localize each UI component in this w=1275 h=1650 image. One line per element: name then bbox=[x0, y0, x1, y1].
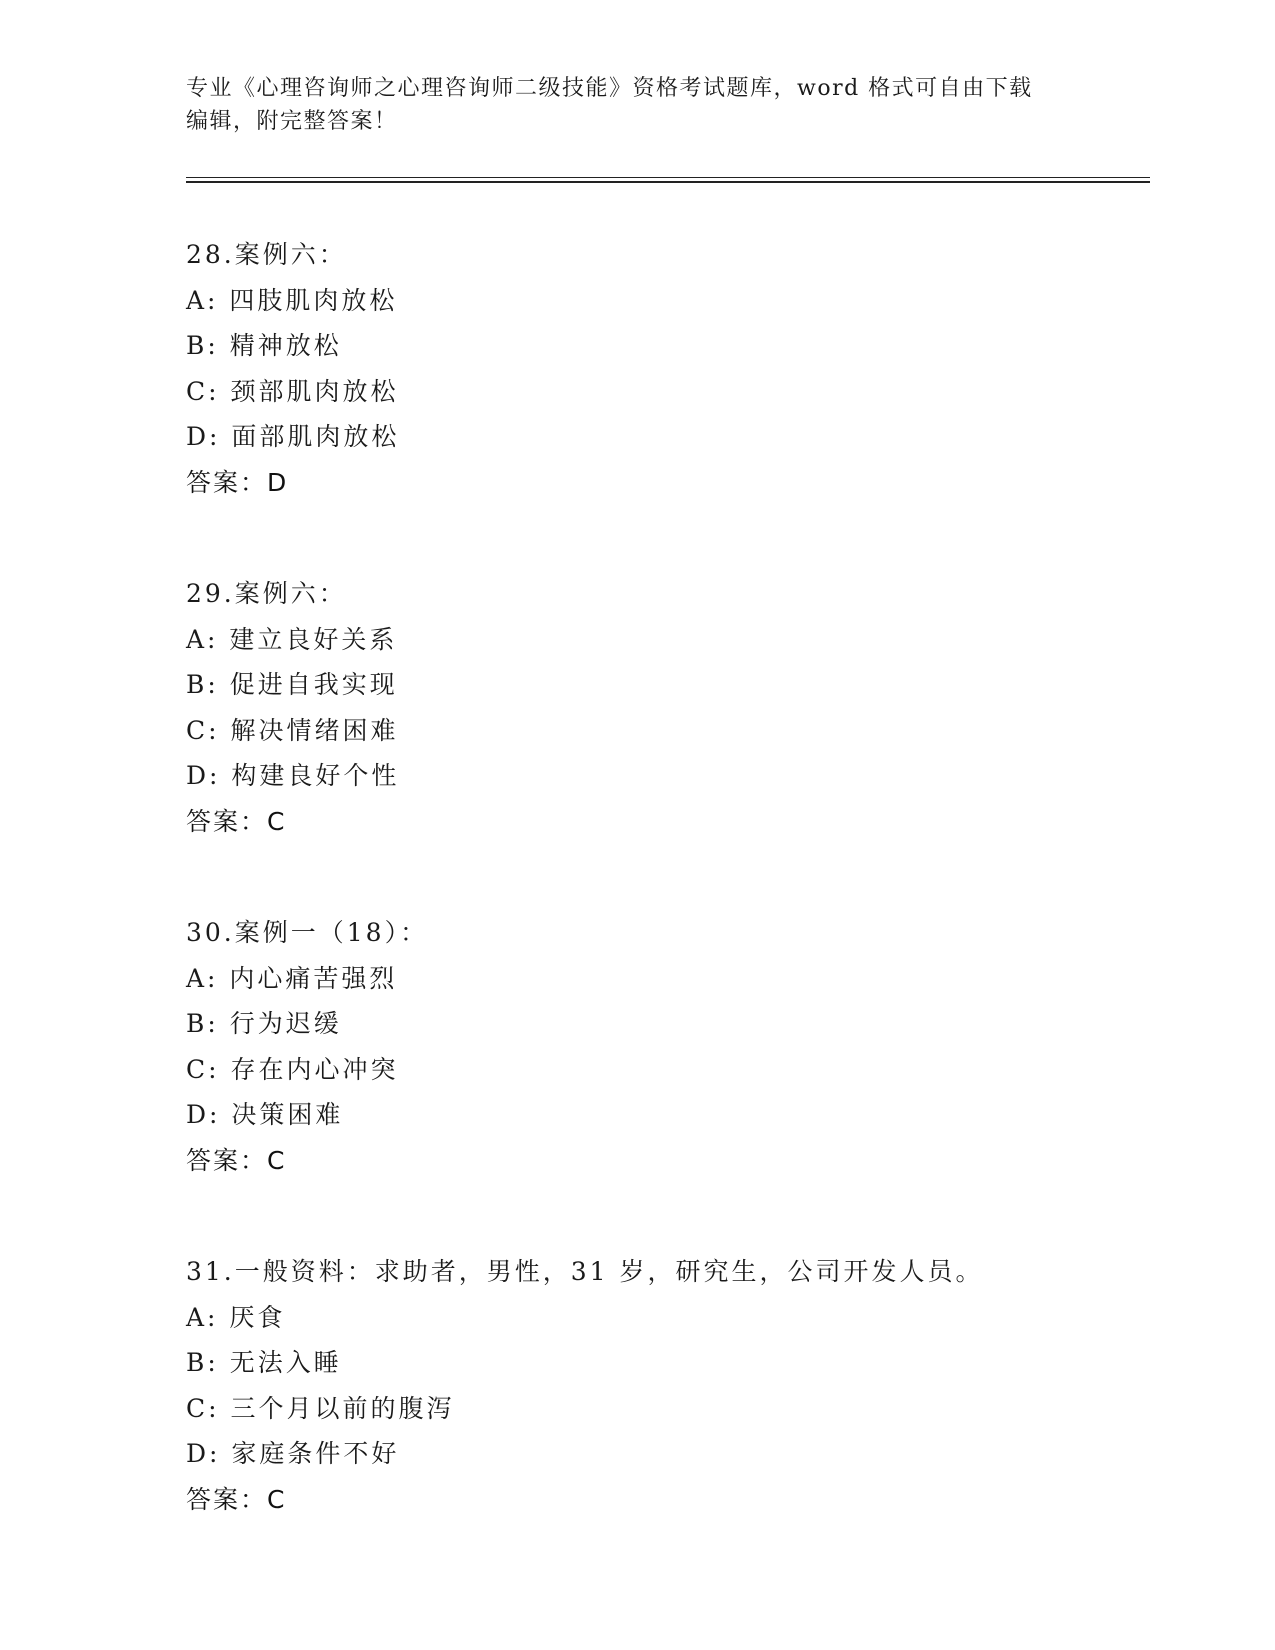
option-d: D: 面部肌肉放松 bbox=[186, 422, 400, 451]
option-a: A: 四肢肌肉放松 bbox=[186, 285, 398, 315]
answer-line: 答案：C bbox=[186, 1484, 287, 1514]
option-b: B: 促进自我实现 bbox=[186, 670, 398, 699]
header-line-2: 编辑，附完整答案！ bbox=[186, 109, 398, 134]
option-b: B: 精神放松 bbox=[186, 331, 342, 360]
question-29 bbox=[186, 571, 1146, 844]
header-divider-thin bbox=[186, 177, 1150, 178]
question-stem: 31.一般资料：求助者，男性，31 岁，研究生，公司开发人员。 bbox=[186, 1257, 984, 1286]
option-a: A: 厌食 bbox=[186, 1302, 286, 1332]
option-a: A: 内心痛苦强烈 bbox=[186, 963, 398, 993]
question-stem: 30.案例一（18）： bbox=[186, 918, 429, 947]
option-c: C: 三个月以前的腹泻 bbox=[186, 1393, 455, 1423]
option-c: C: 解决情绪困难 bbox=[186, 715, 399, 745]
option-c: C: 颈部肌肉放松 bbox=[186, 376, 399, 406]
option-d: D: 决策困难 bbox=[186, 1100, 344, 1129]
option-a: A: 建立良好关系 bbox=[186, 624, 398, 654]
option-b: B: 行为迟缓 bbox=[186, 1009, 342, 1038]
option-d: D: 家庭条件不好 bbox=[186, 1439, 400, 1468]
question-31 bbox=[186, 1249, 1146, 1522]
answer-line: 答案：C bbox=[186, 1145, 287, 1175]
question-stem: 29.案例六： bbox=[186, 579, 347, 608]
option-d: D: 构建良好个性 bbox=[186, 761, 400, 790]
option-b: B: 无法入睡 bbox=[186, 1348, 342, 1377]
header-line-1: 专业《心理咨询师之心理咨询师二级技能》资格考试题库，word 格式可自由下载 bbox=[186, 76, 1033, 101]
document-header bbox=[186, 72, 1086, 138]
question-30 bbox=[186, 910, 1146, 1183]
answer-line: 答案：D bbox=[186, 467, 289, 497]
option-c: C: 存在内心冲突 bbox=[186, 1054, 399, 1084]
question-stem: 28.案例六： bbox=[186, 240, 347, 269]
question-28 bbox=[186, 232, 1146, 505]
question-list bbox=[186, 232, 1146, 1588]
answer-line: 答案：C bbox=[186, 806, 287, 836]
header-divider-thick bbox=[186, 181, 1150, 183]
